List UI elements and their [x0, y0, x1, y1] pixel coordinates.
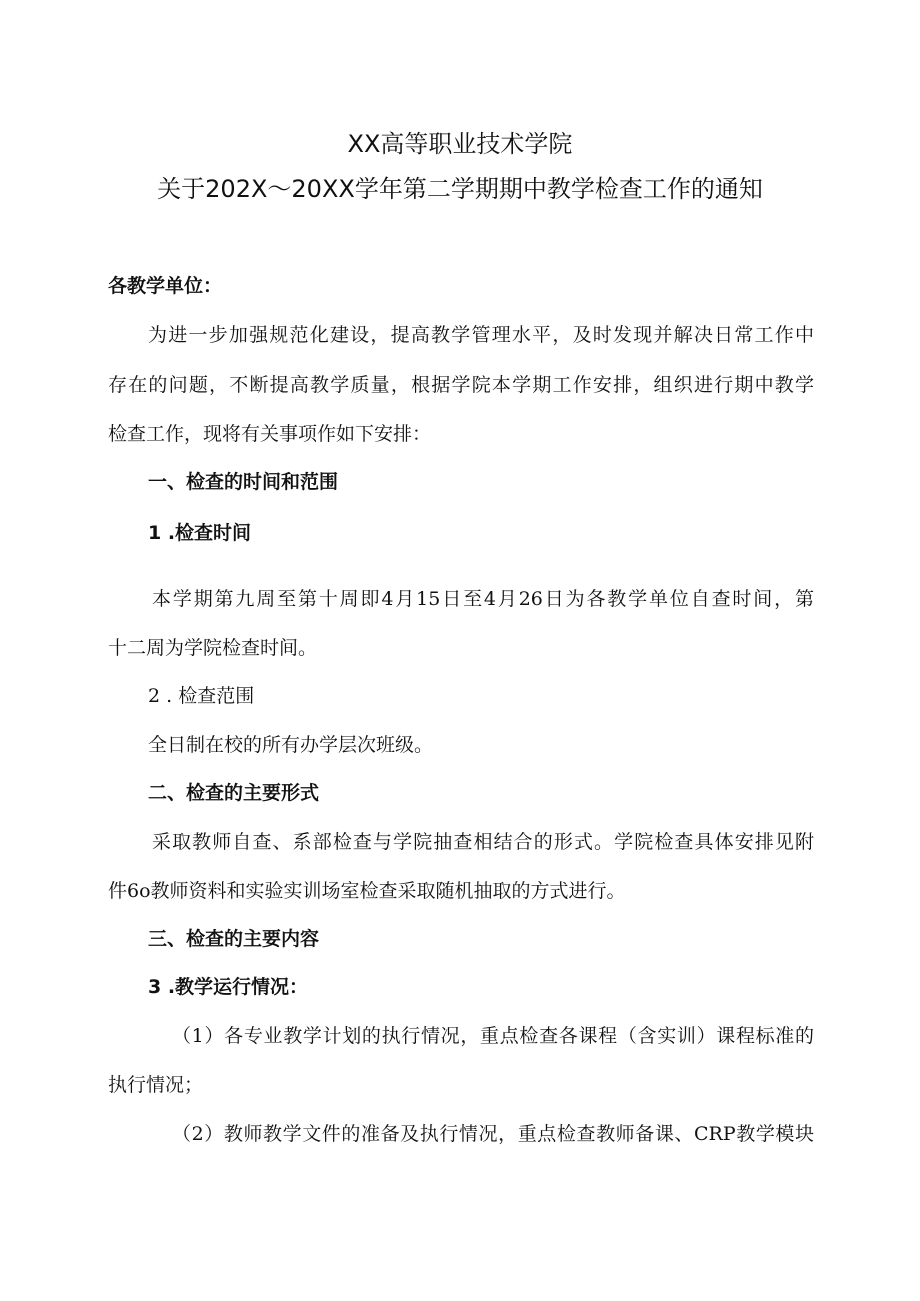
check-scope-text: 全日制在校的所有办学层次班级。	[148, 734, 434, 756]
forms-line-2: 件6o教师资料和实验实训场室检查采取随机抽取的方式进行。	[108, 880, 626, 902]
forms-line-1: 采取教师自查、系部检查与学院抽查相结合的形式。学院检查具体安排见附	[152, 831, 814, 853]
section-heading-time-scope: 一、检查的时间和范围	[148, 471, 339, 493]
subheading-check-scope: 2 . 检查范围	[148, 685, 255, 707]
document-title-institution: XX高等职业技术学院	[347, 130, 573, 158]
subheading-teaching-operation: 3 .教学运行情况：	[148, 976, 309, 998]
item1-line-2: 执行情况；	[108, 1074, 204, 1096]
section-heading-content: 三、检查的主要内容	[148, 928, 320, 950]
intro-line-1: 为进一步加强规范化建设，提高教学管理水平，及时发现并解决日常工作中	[148, 324, 814, 346]
item2-line-1: （2）教师教学文件的准备及执行情况，重点检查教师备课、CRP教学模块	[172, 1123, 814, 1145]
check-time-line-2: 十二周为学院检查时间。	[108, 637, 318, 659]
document-title-notice: 关于202X～20XX学年第二学期期中教学检查工作的通知	[157, 175, 763, 203]
section-heading-forms: 二、检查的主要形式	[148, 782, 320, 804]
intro-line-2: 存在的问题，不断提高教学质量，根据学院本学期工作安排，组织进行期中教学	[108, 374, 814, 396]
subheading-check-time: 1 .检查时间	[148, 522, 252, 544]
intro-line-3: 检查工作，现将有关事项作如下安排：	[108, 423, 432, 445]
check-time-line-1: 本学期第九周至第十周即4月15日至4月26日为各教学单位自查时间，第	[152, 588, 814, 610]
salutation: 各教学单位：	[108, 275, 223, 297]
item1-line-1: （1）各专业教学计划的执行情况，重点检查各课程（含实训）课程标准的	[172, 1025, 814, 1047]
